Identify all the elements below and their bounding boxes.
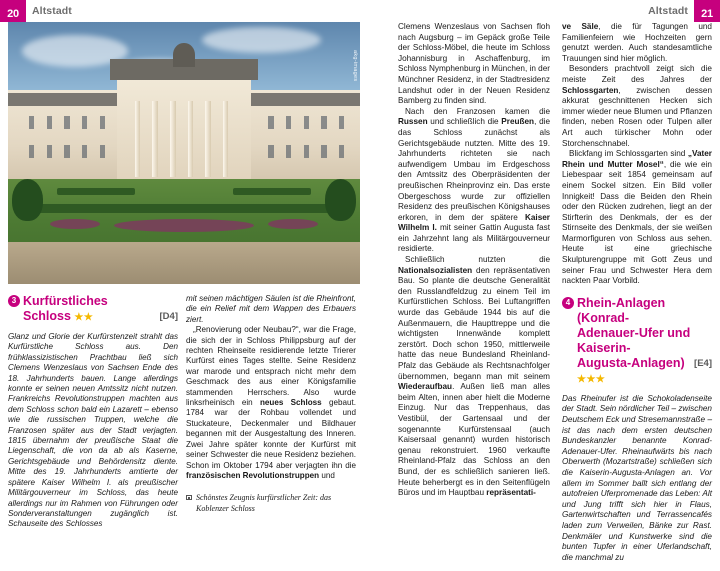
text-run: gebaut. 1784 war der Rohbau vollendet und Stuckateure, Deckenmaler und Bildhauer begannen mit der Ausgestaltung des Inneren. Zwei Jahre später konnte der Kurfürst mit seiner Schwester die neue Residenz beziehen. Schon im Oktober 1794 aber verjagten ihn die [186,398,356,470]
text-run: Nach den Franzosen kamen die [405,106,550,116]
palace-window [64,145,69,158]
section-title-line1: Rhein-Anlagen (Konrad- [577,295,666,325]
palace-window [82,116,87,129]
palace-window [268,116,273,129]
garden-hedge [233,188,310,195]
body-paragraph [398,107,550,255]
rating-stars: ★★ [74,312,94,323]
column-four [562,22,712,563]
text-run: mit seiner Gattin Augusta fast ein Jahrzehnt lang als Militärgouverneur residierte. [398,223,550,254]
palace-column [135,101,141,177]
text-run: , die wie ein Liebespaar seit 1854 gemeinsam auf einem Sockel sitzen. Ein Bild voller Innigkeit! Dass die Beiden den Rhein oder den Rücken zudrehen, liegt an der Stirfterin des Denkmals, der es der Stirnseite des Denkmals, der sie weißen Marmorfiguren von Schloss aus sehen. Heute ist eine griechische Skulpturengruppe mit Gott Zeus und seiner Frau und Schwester Hera dem nackten Paar Vorbild. [562,159,712,286]
rating-stars: ★★★ [577,373,606,385]
section-title-line3-wrap [577,356,712,387]
section-heading-rhein-anlagen [562,296,712,387]
garden-tree [12,179,44,221]
palace-window [64,116,69,129]
palace-window [304,145,309,158]
text-run: und schließlich die [427,117,502,127]
text-bold: Wiederaufbau [398,382,453,392]
garden-tree [325,179,357,221]
body-paragraph [562,22,712,64]
palace-window [100,116,105,129]
column-one [8,294,178,530]
photo-icon [186,495,192,500]
section-title-line3: Augusta-Anlagen) [577,355,685,370]
section-title-line1: Kurfürstliches [23,294,108,308]
body-paragraph [398,255,550,499]
body-paragraph: Das Rheinufer ist die Schokoladenseite der Stadt. Sein nördlicher Teil – zwischen Deutschem Eck und Stresemannstraße – ist das nach dem ersten deutschen Bundeskanzler benannte Konrad-Adenauer-Ufer. Rheinaufwärts bis nach Oberwerth (Mozartstraße) schließen sich die Kaiserin-Augusta-Anlagen an. Vor allem im Sommer ballt sich entlang der autofreien Uferpromenade das Leben: Alt und Jung trifft sich hier in Flaus, Gartenwirtschaften und Terrassencafés laden zum Verweilen, Bänke zur Rast. Denkmäler und Kunstwerke sind die bunten Tupfer in einer Uferlandschaft, die manchmal zu [562,393,712,562]
body-paragraph: Clemens Wenzeslaus von Sachsen floh nach Augsburg – im Gepäck große Teile der Schloss-Möbel, die heute im Schloss Johannisburg in Aschaffenburg, im Schloss Nymphenburg in München, in der Münchner Residenz, in der Stadtresidenz Landshut oder in der Neuen Residenz Bamberg zu finden sind. [398,22,551,106]
folio-left: 20 [0,0,26,22]
column-three [398,22,550,499]
palace-window [47,145,52,158]
palace-window [321,145,326,158]
runhead-label-left: Altstadt [32,5,72,17]
garden-flowerbed [50,219,99,229]
section-title-line2-wrap [23,309,178,325]
palace-window [47,116,52,129]
palace-window [268,145,273,158]
text-bold: ve Säle [562,22,599,31]
palace-dome [173,43,194,67]
garden-flowerbed [114,219,255,232]
text-run: , zwischen dessen akkurat geschnittenen Hecken sich immer wieder neue Blumen und Pflanzen finden, neben Rosen oder Tulpen aller Art auch türkischer Mohn oder Storchenschnabel. [562,85,712,148]
palace-column [223,101,229,177]
body-paragraph [186,325,356,481]
photo-credit: akg-images [352,50,358,82]
palace-wing-roof-left [8,93,117,106]
text-run: Blickfang im Schlossgarten sind [569,149,688,159]
caption-text: Schönstes Zeugnis kurfürstlicher Zeit: das Koblenzer Schloss [196,493,332,513]
palace-column [170,101,176,177]
palace-window [339,145,344,158]
garden-hedge [36,204,332,213]
palace-window [29,116,34,129]
text-bold: Preußen [501,117,535,127]
running-head [0,0,720,22]
text-bold: Russen [398,117,428,127]
palace-wing-roof-right [251,93,360,106]
text-bold: neues Schloss [259,398,322,408]
garden-path [8,242,360,284]
text-bold: Kaiser Wilhelm I. [398,212,550,233]
palace-window [286,116,291,129]
body-paragraph [562,149,712,287]
palace-window [304,116,309,129]
palace-column [152,101,158,177]
text-run: , die für Tagungen und Familienfeiern wie Hochzeiten gern genutzt werden. Auch standesamtliche Trauungen sind hier möglich. [562,22,712,63]
column-two [186,294,356,514]
text-run: „Renovierung oder Neubau?“, war die Frage, die sich der in Schloss Philippsburg auf der rechten Rheinseite residierende letzte Trierer Kurfürst eines Tages stellte. Seine Residenz war marode und entsprach nicht mehr dem Geschmack des aus einer Königsfamilie stammenden Herrschers. Also wurde linksrheinisch ein [186,325,356,408]
palace-window [82,145,87,158]
grid-reference: [D4] [159,311,178,322]
text-bold: Nationalsozialisten [398,265,473,275]
section-number-badge: 3 [8,295,20,307]
palace-window [321,116,326,129]
text-run: . Außen ließ man alles beim Alten, innen aber hielt die Moderne Einzug. Nur das Treppenhaus, das Vestibül, der Gartensaal und der sogenannte Kurfürstensaal (auch Kaisersaal genannt) wurden historisch genau rekonstruiert. 1960 verkaufte Rheinland-Pfalz das Schloss an den Bund, der es schließlich sanieren ließ. Heute beherbergt es in den Seitenflügeln Büros und im Hauptbau [398,382,550,498]
palace-column [188,101,194,177]
text-run: und [319,470,335,480]
section-title-line2: Adenauer-Ufer und Kaiserin- [577,325,691,355]
palace-window [29,145,34,158]
text-bold: „Vater Rhein und Mutter Mosel“ [562,149,712,169]
text-bold: repräsentati- [486,488,536,498]
body-paragraph: mit seinen mächtigen Säulen ist die Rheinfront, die ein Relief mit dem Wappen des Erbauers ziert. [186,294,356,324]
section-number-badge: 4 [562,297,574,309]
garden-flowerbed [268,219,317,229]
palace-window [286,145,291,158]
folio-right: 21 [694,0,720,22]
section-heading-schloss [8,294,178,325]
palace-window [100,145,105,158]
garden-hedge [57,188,134,195]
text-run: den repräsentativen Bau. So plante die deutsche Generalität den Russlandfeldzug zu einem Teil im Kurfürstlichen Schloss. Bei Luftangriffen wurde das Gebäude 1944 bis auf die Außenmauern, die Haupttreppe und die wichtigsten Innenwände komplett zerstört. Doch schon 1950, mittlerweile hatte das neue Bundesland Rheinland-Pfalz das Gebäude als Rechtsnachfolger übernommen, begann man mit seinem [398,265,550,381]
section-title-line2: Schloss [23,309,71,323]
grid-reference: [E4] [694,357,712,369]
body-paragraph [562,64,712,149]
photo-caption [186,493,356,514]
text-run: Schließlich nutzten die [405,255,550,265]
runhead-label-right: Altstadt [648,5,688,17]
text-run: , die das Schloss zunächst als Gerichtsgebäude nutzten. Mitte des 19. Jahrhunderts richteten sie nach aufwendigem Umbau im Erdgeschoss den Amtssitz des Oberpräsidenten der preußischen Rheinprovinz ein. Das erste Obergeschoss wurde zur offiziellen Residenz des preußischen Königshauses erkoren, in dem der spätere [398,117,550,222]
palace-column [205,101,211,177]
text-bold: französischen Revolutionstruppen [186,470,320,480]
palace-window [339,116,344,129]
text-bold: Schlossgarten [562,85,619,95]
schloss-photo [8,22,360,284]
body-paragraph: Glanz und Glorie der Kurfürstenzeit strahlt das Kurfürstliche Schloss aus. Den frühklassizistischen Prachtbau ließ sich Clemens Wenzeslaus von Sachsen Ende des 18. Jahrhunderts bauen. Lange allerdings konnte er seinen neuen Amtssitz nicht nutzen. Frankreichs Revolutionstruppen machten aus dem Schloss schon bald ein Lazarett – ebenso wie die russischen Truppen, welche die Franzosen später aus der Stadt verjagten. 1815 übernahm der preußische Staat die Liegenschaft, die von da ab als Kaserne, Gerichtsgebäude und Behördensitz diente. Mitte des 19. Jahrhunderts amtierte der spätere Kaiser Wilhelm I. als preußischer Militärgouverneur im Schloss, das heute allerdings nur im Rahmen von Führungen oder Sonderveranstaltungen zugänglich ist. Schauseite des Schlosses [8,332,178,529]
text-run: Besonders prachtvoll zeigt sich die meiste Zeit des Jahres der [562,64,712,84]
page-body [0,22,720,571]
